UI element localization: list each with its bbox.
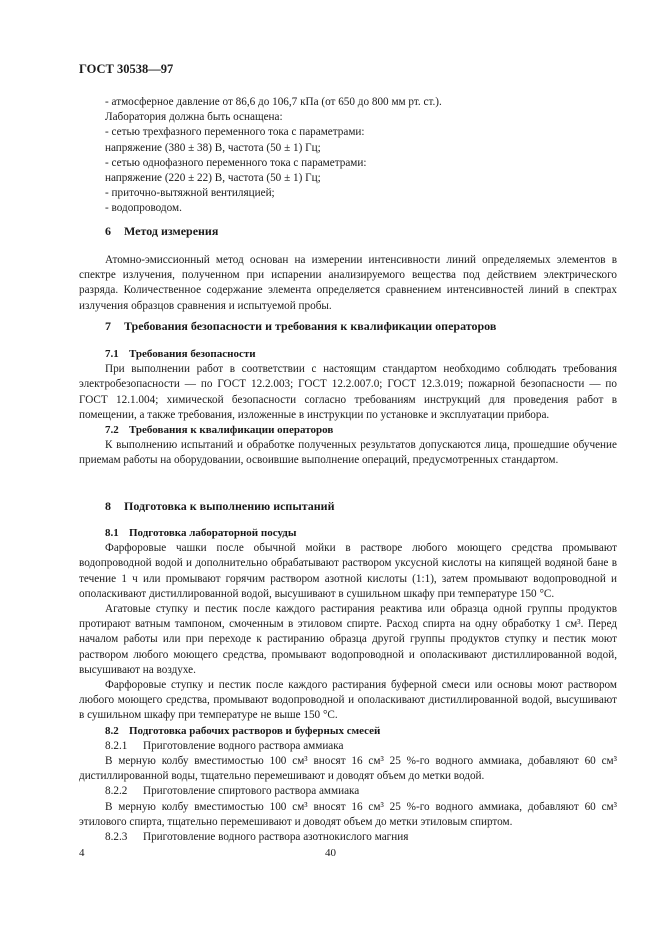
sub-subsection-heading: 8.2.3 Приготовление водного раствора азотнокислого магния — [105, 831, 409, 844]
section-6-heading — [105, 224, 218, 239]
text-line: - сетью однофазного переменного тока с параметрами: — [105, 156, 367, 169]
subsection-heading: 7.1 Требования безопасности — [105, 348, 256, 360]
paragraph: В мерную колбу вместимостью 100 см³ вносят 16 см³ 25 %-го водного аммиака, добавляют 60 см³ дистиллированной воды, тщательно перемешивают и доводят объем до метки водой. — [79, 755, 617, 783]
paragraph: К выполнению испытаний и обработке полученных результатов допускаются лица, прошедшие обучение приемам работы на оборудовании, освоившие выполнение операций, предусмотренных стандартом. — [79, 439, 617, 467]
page-number-center: 40 — [325, 847, 336, 859]
section-8-heading — [105, 499, 335, 514]
section-7-body — [79, 347, 617, 469]
paragraph: Фарфоровые чашки после обычной мойки в растворе любого моющего средства промывают водопроводной водой и дополнительно обрабатывают раствором уксусной кислоты на кипящей водяной бане в течение 1 ч или промывают горячим раствором азотной кислоты (1:1), затем промывают водопроводной и ополаскивают дистиллированной водой, высушивают в сушильном шкафу при температуре 150 °С. — [79, 542, 617, 600]
page-number-left: 4 — [79, 847, 85, 859]
section-8-body — [79, 526, 617, 845]
paragraph: Фарфоровые ступку и пестик после каждого растирания буферной смеси или основы моют раствором любого моющего средства, промывают водопроводной и ополаскивают дистиллированной водой, высушивают в сушильном шкафу при температуре не выше 150 °С. — [79, 679, 617, 722]
section-number: 6 — [105, 224, 111, 238]
section-title: Требования безопасности и требования к квалификации операторов — [124, 319, 497, 333]
section-number: 7 — [105, 319, 111, 333]
lab-requirements-block — [79, 95, 617, 217]
text-line: напряжение (380 ± 38) В, частота (50 ± 1) Гц; — [105, 141, 321, 154]
subsection-heading: 8.2 Подготовка рабочих растворов и буферных смесей — [105, 724, 381, 737]
document-code: ГОСТ 30538—97 — [79, 62, 174, 76]
paragraph: При выполнении работ в соответствии с настоящим стандартом необходимо соблюдать требования электробезопасности — по ГОСТ 12.2.003; ГОСТ 12.2.007.0; ГОСТ 12.3.019; пожарной безопасности — по ГОСТ 12.1.004; химической безопасности согласно требованиям инструкций для проведения работ в помещении, а также требования, изложенные в инструкции по установке и эксплуатации прибора. — [79, 363, 617, 421]
section-title: Метод измерения — [124, 224, 219, 238]
sub-subsection-heading: 8.2.2 Приготовление спиртового раствора аммиака — [105, 785, 360, 798]
paragraph: В мерную колбу вместимостью 100 см³ вносят 16 см³ 25 %-го водного аммиака, добавляют 60 см³ этилового спирта, тщательно перемешивают и доводят объем до метки этиловым спиртом. — [79, 800, 617, 828]
section-title: Подготовка к выполнению испытаний — [124, 499, 335, 513]
section-7-heading — [105, 319, 496, 334]
text-line: Лаборатория должна быть оснащена: — [105, 111, 283, 124]
paragraph: Атомно-эмиссионный метод основан на измерении интенсивности линий определяемых элементов в спектре излучения, полученном при испарении анализируемого вещества под действием электрического разряда. Количественное содержание элемента определяется сравнением интенсивностей линий в спектрах излучения образцов сравнения и испытуемой пробы. — [79, 254, 617, 312]
sub-subsection-heading: 8.2.1 Приготовление водного раствора аммиака — [105, 739, 344, 752]
subsection-heading: 8.1 Подготовка лабораторной посуды — [105, 527, 297, 539]
paragraph: Агатовые ступку и пестик после каждого растирания реактива или образца одной группы продуктов протирают ватным тампоном, смоченным в этиловом спирте. Расход спирта на одну обработку 1 см³. Перед началом работы или при переходе к растиранию образца другой группы продуктов ступку и пестик моют раствором любого моющего средства, промывают водопроводной и ополаскивают дистиллированной водой, высушивают на воздухе. — [79, 603, 617, 676]
text-line: - приточно-вытяжной вентиляцией; — [105, 187, 275, 200]
text-line: - атмосферное давление от 86,6 до 106,7 кПа (от 650 до 800 мм рт. ст.). — [105, 96, 442, 108]
section-6-body — [79, 253, 617, 314]
section-number: 8 — [105, 499, 111, 513]
subsection-heading: 7.2 Требования к квалификации операторов — [105, 424, 334, 437]
text-line: - сетью трехфазного переменного тока с параметрами: — [105, 126, 365, 139]
text-line: - водопроводом. — [105, 202, 182, 215]
text-line: напряжение (220 ± 22) В, частота (50 ± 1) Гц; — [105, 172, 321, 185]
